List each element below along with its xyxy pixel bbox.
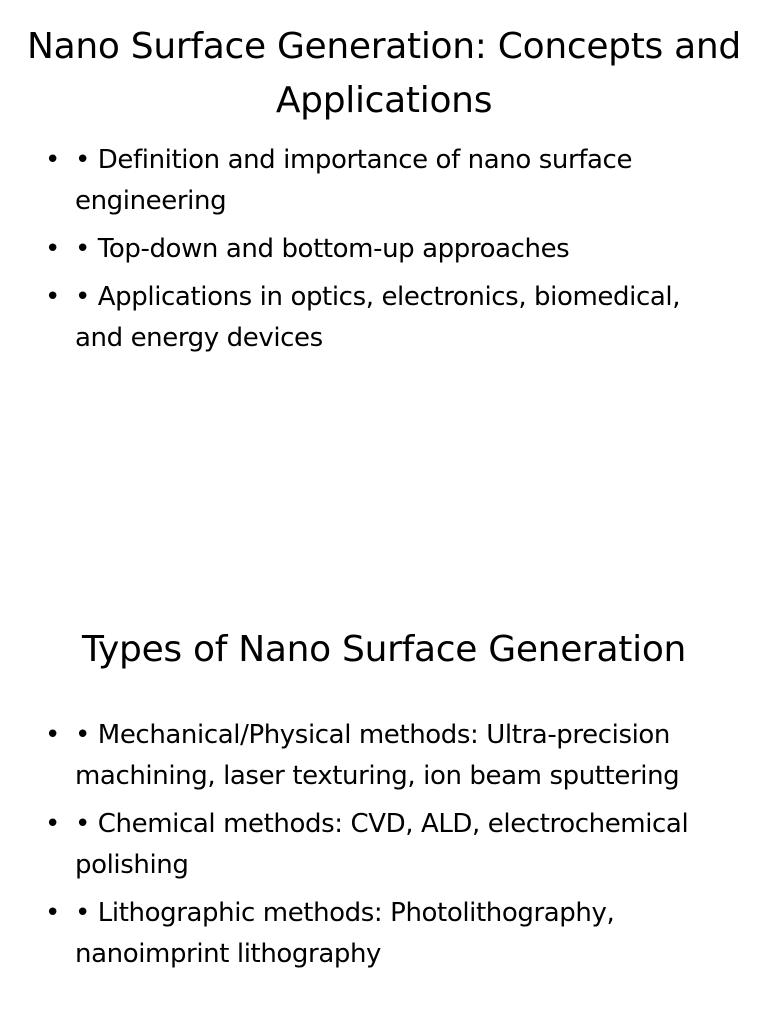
bullet-list	[0, 715, 768, 982]
bullet-text: • Chemical methods: CVD, ALD, electrochemical polishing	[75, 809, 689, 880]
bullet-marker: •	[45, 809, 60, 839]
list-item	[0, 715, 768, 797]
bullet-marker: •	[45, 145, 60, 175]
slide-title: Types of Nano Surface Generation	[81, 629, 687, 670]
bullet-marker: •	[45, 234, 60, 264]
bullet-marker: •	[45, 898, 60, 928]
list-item	[0, 140, 768, 222]
slide-types	[0, 512, 768, 1024]
bullet-text: • Lithographic methods: Photolithography, nanoimprint lithography	[75, 898, 615, 969]
list-item	[0, 804, 768, 886]
bullet-text: • Top-down and bottom-up approaches	[75, 234, 570, 264]
bullet-text: • Applications in optics, electronics, biomedical, and energy devices	[75, 282, 681, 353]
list-item	[0, 277, 768, 359]
slide-title: Nano Surface Generation: Concepts and Applications	[27, 26, 741, 121]
bullet-text: • Definition and importance of nano surface engineering	[75, 145, 633, 216]
bullet-marker: •	[45, 720, 60, 750]
list-item	[0, 893, 768, 975]
bullet-marker: •	[45, 282, 60, 312]
bullet-list	[0, 140, 768, 366]
list-item	[0, 229, 768, 270]
bullet-text: • Mechanical/Physical methods: Ultra-precision machining, laser texturing, ion beam sputtering	[75, 720, 680, 791]
